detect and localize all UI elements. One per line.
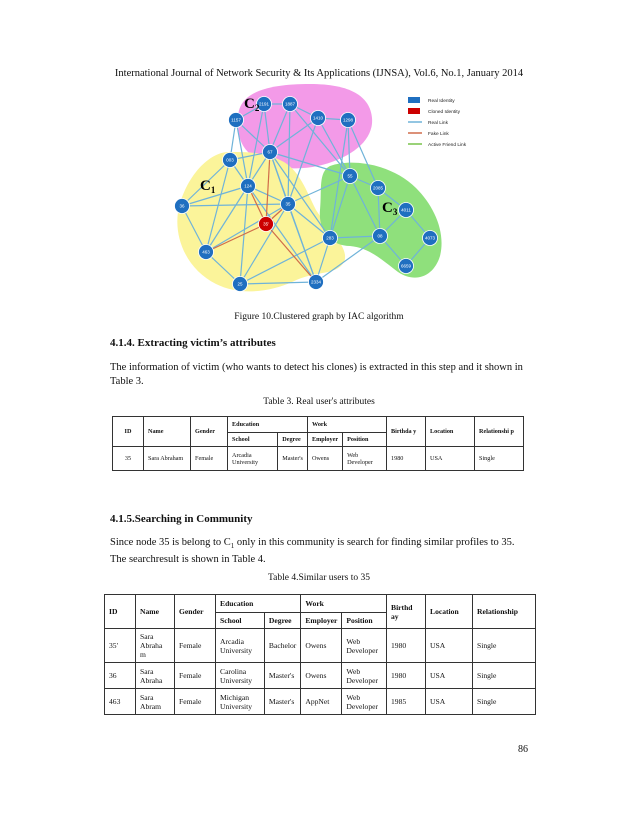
col-header-education: Education bbox=[228, 417, 308, 433]
cell-id: 35' bbox=[105, 629, 136, 663]
col-header-location: Location bbox=[426, 417, 475, 447]
cell-location: USA bbox=[426, 447, 475, 471]
node-label: 35 bbox=[285, 201, 291, 207]
node-label: 1157 bbox=[231, 117, 241, 123]
cell-birthday: 1980 bbox=[387, 663, 426, 689]
cell-degree: Bachelor bbox=[264, 629, 300, 663]
cluster-c3-label: $C_3$ bbox=[382, 200, 398, 217]
node-label: 2334 bbox=[310, 279, 322, 285]
node-label: 283 bbox=[326, 235, 334, 241]
cell-name: Sara Abraham bbox=[144, 447, 191, 471]
node-label: 1298 bbox=[342, 117, 354, 123]
cell-position: Web Developer bbox=[342, 663, 387, 689]
paragraph-extracting bbox=[110, 361, 534, 389]
legend-label: Fake Link bbox=[428, 132, 449, 137]
cell-employer: Owens bbox=[307, 447, 342, 471]
cell-employer: Owens bbox=[301, 629, 342, 663]
para-text: Since node 35 is belong to C bbox=[110, 537, 231, 548]
figure-legend bbox=[408, 97, 467, 148]
col-header-degree: Degree bbox=[264, 613, 300, 629]
table3-caption: Table 3. Real user's attributes bbox=[263, 397, 375, 407]
graph-node bbox=[309, 275, 324, 290]
cell-id: 35 bbox=[113, 447, 144, 471]
graph-node bbox=[423, 231, 438, 246]
cell-id: 463 bbox=[105, 689, 136, 715]
paragraph-searching bbox=[110, 536, 534, 567]
legend-label: Cloned Identity bbox=[428, 110, 460, 115]
cell-location: USA bbox=[426, 689, 473, 715]
col-header-employer: Employer bbox=[301, 613, 342, 629]
cell-gender: Female bbox=[175, 629, 216, 663]
para-line: The searchresult is shown in Table 4. bbox=[110, 554, 266, 566]
node-label: 6659 bbox=[400, 263, 412, 269]
para-line: Table 3. bbox=[110, 376, 144, 387]
cell-school: Arcadia University bbox=[216, 629, 265, 663]
graph-node bbox=[175, 199, 190, 214]
cell-degree: Master's bbox=[264, 663, 300, 689]
col-header-birthday: Birthda y bbox=[387, 417, 426, 447]
graph-node bbox=[311, 111, 326, 126]
cell-location: USA bbox=[426, 629, 473, 663]
cell-gender: Female bbox=[175, 689, 216, 715]
clustered-graph-figure bbox=[0, 0, 638, 310]
graph-node bbox=[323, 231, 338, 246]
cell-school: Michigan University bbox=[216, 689, 265, 715]
graph-node bbox=[259, 217, 274, 232]
cell-name: Sara Abram bbox=[136, 689, 175, 715]
cell-relationship: Single bbox=[473, 689, 536, 715]
cell-birthday: 1980 bbox=[387, 629, 426, 663]
graph-node bbox=[233, 277, 248, 292]
table-row bbox=[105, 629, 536, 663]
cell-location: USA bbox=[426, 663, 473, 689]
cell-degree: Master's bbox=[264, 689, 300, 715]
legend-swatch bbox=[408, 108, 420, 114]
col-header-school: School bbox=[228, 433, 278, 447]
cell-birthday: 1985 bbox=[387, 689, 426, 715]
col-header-school: School bbox=[216, 613, 265, 629]
node-label: 55 bbox=[347, 173, 353, 179]
legend-label: Active Friend Link bbox=[428, 143, 467, 148]
cell-gender: Female bbox=[191, 447, 228, 471]
col-header-education: Education bbox=[216, 595, 301, 613]
node-label: 25 bbox=[237, 281, 243, 287]
cell-degree: Master's bbox=[278, 447, 308, 471]
col-header-relationship: Relationshi p bbox=[475, 417, 524, 447]
para-text: only in this community is search for finding similar profiles to 35. bbox=[234, 537, 515, 548]
node-label: 08 bbox=[377, 233, 383, 239]
col-header-work: Work bbox=[307, 417, 386, 433]
table-row bbox=[105, 689, 536, 715]
subscript: 1 bbox=[230, 542, 235, 551]
legend-label: Real Link bbox=[428, 121, 448, 126]
cell-id: 36 bbox=[105, 663, 136, 689]
cell-school: Carolina University bbox=[216, 663, 265, 689]
graph-node bbox=[399, 259, 414, 274]
col-header-gender: Gender bbox=[191, 417, 228, 447]
graph-node bbox=[241, 179, 256, 194]
graph-node bbox=[281, 197, 296, 212]
table-row bbox=[105, 663, 536, 689]
section-heading-searching: 4.1.5.Searching in Community bbox=[110, 513, 253, 525]
para-line: The information of victim (who wants to detect his clones) is extracted in this step and it shown in bbox=[110, 362, 523, 373]
cell-relationship: Single bbox=[473, 629, 536, 663]
graph-node bbox=[199, 245, 214, 260]
journal-header: International Journal of Network Security & Its Applications (IJNSA), Vol.6, No.1, January 2014 bbox=[114, 68, 524, 79]
table-row bbox=[113, 447, 524, 471]
cell-position: Web Developer bbox=[342, 689, 387, 715]
cluster-c2-label: $C_2$ bbox=[244, 96, 260, 113]
col-header-id: ID bbox=[105, 595, 136, 629]
cell-name: Sara Abraha m bbox=[136, 629, 175, 663]
node-label: 2191 bbox=[258, 101, 270, 107]
graph-node bbox=[263, 145, 278, 160]
cell-employer: Owens bbox=[301, 663, 342, 689]
col-header-work: Work bbox=[301, 595, 387, 613]
node-label: 36 bbox=[179, 203, 185, 209]
node-label: 1410 bbox=[312, 115, 324, 121]
cell-school: Arcadia University bbox=[228, 447, 278, 471]
graph-node bbox=[229, 113, 244, 128]
col-header-location: Location bbox=[426, 595, 473, 629]
table3-real-user-attributes bbox=[112, 416, 524, 471]
cell-birthday: 1980 bbox=[387, 447, 426, 471]
col-header-relationship: Relationship bbox=[473, 595, 536, 629]
graph-node bbox=[223, 153, 238, 168]
table4-caption: Table 4.Similar users to 35 bbox=[268, 573, 370, 583]
table4-similar-users bbox=[104, 594, 536, 715]
legend-label: Real Identity bbox=[428, 99, 455, 104]
col-header-employer: Employer bbox=[307, 433, 342, 447]
node-label: 4011 bbox=[401, 207, 411, 213]
node-label: 4073 bbox=[424, 235, 436, 241]
col-header-gender: Gender bbox=[175, 595, 216, 629]
cell-relationship: Single bbox=[473, 663, 536, 689]
section-heading-extracting: 4.1.4. Extracting victim’s attributes bbox=[110, 337, 276, 349]
col-header-position: Position bbox=[343, 433, 387, 447]
node-label: 003 bbox=[226, 157, 234, 163]
graph-node bbox=[341, 113, 356, 128]
node-label: 35' bbox=[263, 221, 269, 227]
cell-position: Web Developer bbox=[343, 447, 387, 471]
cell-name: Sara Abraha bbox=[136, 663, 175, 689]
node-label: 2085 bbox=[372, 185, 384, 191]
para-line bbox=[110, 537, 515, 551]
cell-employer: AppNet bbox=[301, 689, 342, 715]
cluster-c1-label: $C_1$ bbox=[200, 178, 216, 195]
col-header-position: Position bbox=[342, 613, 387, 629]
col-header-id: ID bbox=[113, 417, 144, 447]
graph-node bbox=[371, 181, 386, 196]
legend-swatch bbox=[408, 97, 420, 103]
node-label: 1887 bbox=[284, 101, 296, 107]
graph-node bbox=[373, 229, 388, 244]
cell-relationship: Single bbox=[475, 447, 524, 471]
node-label: 124 bbox=[244, 183, 252, 189]
col-header-name: Name bbox=[144, 417, 191, 447]
node-label: 67 bbox=[267, 149, 273, 155]
cell-gender: Female bbox=[175, 663, 216, 689]
page-number: 86 bbox=[518, 744, 528, 755]
graph-node bbox=[343, 169, 358, 184]
col-header-name: Name bbox=[136, 595, 175, 629]
col-header-degree: Degree bbox=[278, 433, 308, 447]
cell-position: Web Developer bbox=[342, 629, 387, 663]
graph-node bbox=[283, 97, 298, 112]
graph-node bbox=[399, 203, 414, 218]
col-header-birthday: Birthd ay bbox=[387, 595, 426, 629]
figure-caption: Figure 10.Clustered graph by IAC algorithm bbox=[234, 312, 404, 322]
node-label: 463 bbox=[202, 249, 210, 255]
